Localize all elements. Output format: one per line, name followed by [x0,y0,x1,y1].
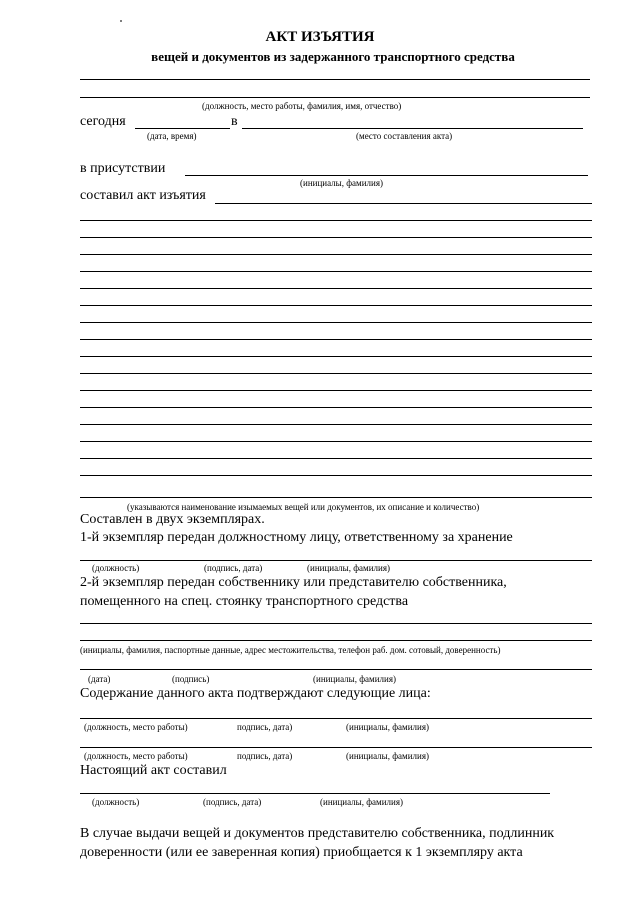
items-line[interactable] [80,390,592,391]
date-time-field[interactable] [135,128,230,129]
caption-position-name: (должность, место работы, фамилия, имя, отчество) [202,101,402,111]
items-line-1[interactable] [215,203,592,204]
label-today: сегодня [80,114,126,129]
items-line[interactable] [80,339,592,340]
copy1-text: 1-й экземпляр передан должностному лицу, ответственному за хранение [80,530,513,545]
caption-place: (место составления акта) [356,131,453,141]
caption-date-time: (дата, время) [147,131,197,141]
copy2-text-line2: помещенного на спец. стоянку транспортного средства [80,594,409,609]
items-line[interactable] [80,237,592,238]
two-copies-text: Составлен в двух экземплярах. [80,512,265,527]
items-line[interactable] [80,458,592,459]
label-presence: в присутствии [80,161,166,176]
owner-details-line-2[interactable] [80,640,592,641]
scan-speck [120,20,122,22]
caption-witness2-signature: подпись, дата) [237,751,293,761]
witness2-signature-line[interactable] [80,747,592,748]
caption-copy2-date: (дата) [88,674,111,684]
label-compiled: составил акт изъятия [80,188,206,203]
caption-copy2-initials: (инициалы, фамилия) [313,674,396,684]
composer-signature-line[interactable] [80,793,550,794]
items-line[interactable] [80,356,592,357]
caption-copy1-initials: (инициалы, фамилия) [307,563,390,573]
footer-note-line2: доверенности (или ее заверенная копия) приобщается к 1 экземпляру акта [80,845,523,860]
items-line[interactable] [80,441,592,442]
copy1-signature-line[interactable] [80,560,592,561]
items-line[interactable] [80,305,592,306]
items-line[interactable] [80,254,592,255]
caption-copy1-position: (должность) [92,563,140,573]
caption-witness1-initials: (инициалы, фамилия) [346,722,429,732]
items-line[interactable] [80,373,592,374]
caption-witness1-position: (должность, место работы) [84,722,188,732]
caption-composer-initials: (инициалы, фамилия) [320,797,403,807]
presence-field[interactable] [185,175,588,176]
witness1-signature-line[interactable] [80,718,592,719]
confirm-text: Содержание данного акта подтверждают следующие лица: [80,686,431,701]
items-line[interactable] [80,475,592,476]
copy2-text-line1: 2-й экземпляр передан собственнику или представителю собственника, [80,575,507,590]
items-line[interactable] [80,322,592,323]
caption-witness2-position: (должность, место работы) [84,751,188,761]
items-line[interactable] [80,220,592,221]
caption-copy2-signature: (подпись) [172,674,210,684]
caption-witness1-signature: подпись, дата) [237,722,293,732]
compiler-line-1[interactable] [80,79,590,80]
compiler-line-2[interactable] [80,97,590,98]
caption-owner-details: (инициалы, фамилия, паспортные данные, адрес местожительства, телефон раб. дом. сотовый, доверенность) [80,645,501,655]
items-line[interactable] [80,497,592,498]
document-title: АКТ ИЗЪЯТИЯ [265,29,375,45]
document-subtitle: вещей и документов из задержанного транспортного средства [151,49,515,64]
items-line[interactable] [80,407,592,408]
label-at: в [231,114,238,129]
items-line[interactable] [80,288,592,289]
caption-composer-signature: (подпись, дата) [203,797,262,807]
composed-by-text: Настоящий акт составил [80,763,227,778]
place-field[interactable] [242,128,583,129]
caption-composer-position: (должность) [92,797,140,807]
owner-signature-line[interactable] [80,669,592,670]
caption-presence-initials: (инициалы, фамилия) [300,178,383,188]
items-line[interactable] [80,424,592,425]
caption-witness2-initials: (инициалы, фамилия) [346,751,429,761]
owner-details-line-1[interactable] [80,623,592,624]
items-line[interactable] [80,271,592,272]
caption-copy1-signature: (подпись, дата) [204,563,263,573]
caption-items-description: (указываются наименование изымаемых вещей или документов, их описание и количество) [127,502,480,512]
footer-note-line1: В случае выдачи вещей и документов представителю собственника, подлинник [80,826,555,841]
